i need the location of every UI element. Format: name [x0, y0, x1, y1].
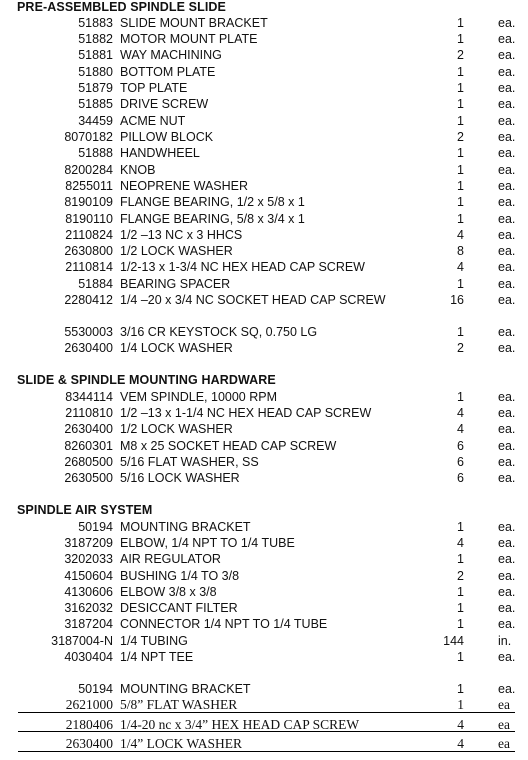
description-cell: BUSHING 1/4 TO 3/8 [120, 569, 240, 583]
quantity-cell: 1 [457, 163, 464, 177]
description-cell: NEOPRENE WASHER [120, 179, 249, 193]
unit-cell: ea. [498, 552, 516, 566]
description-cell: HANDWHEEL [120, 146, 200, 160]
quantity-cell: 144 [443, 634, 464, 648]
table-row [0, 681, 528, 697]
table-row [0, 389, 528, 405]
table-row [0, 584, 528, 600]
table-row [0, 129, 528, 145]
quantity-cell: 1 [457, 81, 464, 95]
part-number-cell: 51882 [78, 32, 113, 46]
table-row [0, 211, 528, 227]
table-row [0, 113, 528, 129]
quantity-cell: 6 [457, 439, 464, 453]
table-row [0, 227, 528, 243]
table-row [0, 551, 528, 567]
quantity-cell: 1 [457, 277, 464, 291]
part-number-cell: 51888 [78, 146, 113, 160]
quantity-cell: 1 [457, 390, 464, 404]
part-number-cell: 51879 [78, 81, 113, 95]
unit-cell: ea. [498, 65, 516, 79]
quantity-cell: 1 [457, 325, 464, 339]
table-row [0, 421, 528, 437]
table-row [0, 194, 528, 210]
unit-cell: ea. [498, 195, 516, 209]
unit-cell: in. [498, 634, 512, 648]
row-divider [18, 712, 515, 713]
part-number-cell: 2180406 [65, 717, 113, 732]
row-divider [18, 731, 515, 732]
description-cell: MOUNTING BRACKET [120, 682, 251, 696]
part-number-cell: 3162032 [64, 601, 113, 615]
table-row [0, 600, 528, 616]
table-row [0, 31, 528, 47]
description-cell: 1/2-13 x 1-3/4 NC HEX HEAD CAP SCREW [120, 260, 365, 274]
part-number-cell: 8200284 [64, 163, 113, 177]
unit-cell: ea. [498, 455, 516, 469]
table-row [0, 47, 528, 63]
table-row [0, 616, 528, 632]
part-number-cell: 2630400 [64, 341, 113, 355]
part-number-cell: 4030404 [64, 650, 113, 664]
quantity-cell: 1 [457, 697, 464, 712]
quantity-cell: 1 [457, 16, 464, 30]
quantity-cell: 1 [457, 32, 464, 46]
table-row [0, 292, 528, 308]
description-cell: SLIDE MOUNT BRACKET [120, 16, 268, 30]
unit-cell: ea. [498, 439, 516, 453]
quantity-cell: 1 [457, 650, 464, 664]
part-number-cell: 2630500 [64, 471, 113, 485]
quantity-cell: 1 [457, 179, 464, 193]
description-cell: FLANGE BEARING, 5/8 x 3/4 x 1 [120, 212, 305, 226]
part-number-cell: 8070182 [64, 130, 113, 144]
part-number-cell: 8260301 [64, 439, 113, 453]
unit-cell: ea. [498, 130, 516, 144]
description-cell: 5/16 FLAT WASHER, SS [120, 455, 259, 469]
part-number-cell: 2630400 [64, 422, 113, 436]
unit-cell: ea. [498, 569, 516, 583]
table-row [0, 454, 528, 470]
unit-cell: ea. [498, 650, 516, 664]
table-row [0, 405, 528, 421]
part-number-cell: 8190109 [64, 195, 113, 209]
quantity-cell: 2 [457, 130, 464, 144]
unit-cell: ea. [498, 32, 516, 46]
unit-cell: ea. [498, 617, 516, 631]
unit-cell: ea. [498, 179, 516, 193]
description-cell: MOUNTING BRACKET [120, 520, 251, 534]
description-cell: TOP PLATE [120, 81, 188, 95]
unit-cell: ea. [498, 422, 516, 436]
table-row [0, 259, 528, 275]
table-row [0, 535, 528, 551]
quantity-cell: 1 [457, 585, 464, 599]
table-row [0, 243, 528, 259]
part-number-cell: 51883 [78, 16, 113, 30]
unit-cell: ea. [498, 536, 516, 550]
quantity-cell: 6 [457, 471, 464, 485]
description-cell: 1/4 NPT TEE [120, 650, 194, 664]
quantity-cell: 8 [457, 244, 464, 258]
description-cell: DESICCANT FILTER [120, 601, 238, 615]
part-number-cell: 51885 [78, 97, 113, 111]
description-cell: VEM SPINDLE, 10000 RPM [120, 390, 278, 404]
quantity-cell: 1 [457, 601, 464, 615]
table-row [0, 340, 528, 356]
part-number-cell: 8255011 [65, 179, 113, 193]
table-row [0, 64, 528, 80]
unit-cell: ea. [498, 682, 516, 696]
description-cell: 3/16 CR KEYSTOCK SQ, 0.750 LG [120, 325, 318, 339]
table-row [0, 162, 528, 178]
quantity-cell: 1 [457, 97, 464, 111]
quantity-cell: 1 [457, 65, 464, 79]
description-cell: 1/2 –13 x 1-1/4 NC HEX HEAD CAP SCREW [120, 406, 372, 420]
description-cell: 1/2 LOCK WASHER [120, 422, 233, 436]
description-cell: M8 x 25 SOCKET HEAD CAP SCREW [120, 439, 337, 453]
part-number-cell: 2280412 [64, 293, 113, 307]
part-number-cell: 2110814 [65, 260, 113, 274]
table-row [0, 80, 528, 96]
section-heading-slide-spindle-mounting-hardware: SLIDE & SPINDLE MOUNTING HARDWARE [17, 373, 276, 387]
unit-cell: ea. [498, 97, 516, 111]
description-cell: 1/4 LOCK WASHER [120, 341, 233, 355]
description-cell: BOTTOM PLATE [120, 65, 216, 79]
quantity-cell: 1 [457, 146, 464, 160]
table-row [0, 15, 528, 31]
quantity-cell: 4 [457, 228, 464, 242]
unit-cell: ea [498, 697, 510, 712]
quantity-cell: 2 [457, 48, 464, 62]
quantity-cell: 2 [457, 341, 464, 355]
unit-cell: ea. [498, 212, 516, 226]
quantity-cell: 4 [457, 536, 464, 550]
part-number-cell: 4150604 [64, 569, 113, 583]
description-cell: 5/8” FLAT WASHER [120, 697, 238, 712]
unit-cell: ea. [498, 341, 516, 355]
quantity-cell: 1 [457, 682, 464, 696]
unit-cell: ea. [498, 601, 516, 615]
quantity-cell: 1 [457, 520, 464, 534]
table-row [0, 697, 528, 713]
unit-cell: ea. [498, 114, 516, 128]
description-cell: WAY MACHINING [120, 48, 222, 62]
unit-cell: ea. [498, 146, 516, 160]
quantity-cell: 1 [457, 114, 464, 128]
unit-cell: ea. [498, 16, 516, 30]
quantity-cell: 1 [457, 552, 464, 566]
part-number-cell: 3187209 [64, 536, 113, 550]
quantity-cell: 4 [457, 717, 464, 732]
part-number-cell: 5530003 [64, 325, 113, 339]
description-cell: ACME NUT [120, 114, 186, 128]
description-cell: AIR REGULATOR [120, 552, 221, 566]
unit-cell: ea. [498, 585, 516, 599]
table-row [0, 470, 528, 486]
part-number-cell: 3187204 [64, 617, 113, 631]
unit-cell: ea. [498, 471, 516, 485]
unit-cell: ea. [498, 390, 516, 404]
part-number-cell: 3187004-N [51, 634, 113, 648]
part-number-cell: 2621000 [65, 697, 113, 712]
table-row [0, 736, 528, 752]
quantity-cell: 16 [450, 293, 464, 307]
quantity-cell: 1 [457, 617, 464, 631]
part-number-cell: 2630400 [65, 736, 113, 751]
unit-cell: ea. [498, 277, 516, 291]
unit-cell: ea. [498, 325, 516, 339]
description-cell: 1/4 TUBING [120, 634, 188, 648]
quantity-cell: 4 [457, 406, 464, 420]
section-heading-spindle-air-system: SPINDLE AIR SYSTEM [17, 503, 153, 517]
description-cell: ELBOW, 1/4 NPT TO 1/4 TUBE [120, 536, 295, 550]
part-number-cell: 51880 [78, 65, 113, 79]
unit-cell: ea. [498, 81, 516, 95]
unit-cell: ea. [498, 48, 516, 62]
description-cell: PILLOW BLOCK [120, 130, 214, 144]
description-cell: MOTOR MOUNT PLATE [120, 32, 258, 46]
quantity-cell: 2 [457, 569, 464, 583]
unit-cell: ea. [498, 228, 516, 242]
table-row [0, 145, 528, 161]
description-cell: 1/4 –20 x 3/4 NC SOCKET HEAD CAP SCREW [120, 293, 386, 307]
table-row [0, 276, 528, 292]
description-cell: ELBOW 3/8 x 3/8 [120, 585, 217, 599]
section-heading-pre-assembled-spindle-slide: PRE-ASSEMBLED SPINDLE SLIDE [17, 0, 226, 14]
table-row [0, 649, 528, 665]
quantity-cell: 4 [457, 422, 464, 436]
description-cell: CONNECTOR 1/4 NPT TO 1/4 TUBE [120, 617, 328, 631]
row-divider [18, 751, 515, 752]
part-number-cell: 8344114 [65, 390, 113, 404]
description-cell: FLANGE BEARING, 1/2 x 5/8 x 1 [120, 195, 305, 209]
part-number-cell: 2630800 [64, 244, 113, 258]
unit-cell: ea [498, 717, 510, 732]
part-number-cell: 50194 [78, 682, 113, 696]
description-cell: BEARING SPACER [120, 277, 231, 291]
table-row [0, 96, 528, 112]
unit-cell: ea. [498, 520, 516, 534]
unit-cell: ea. [498, 406, 516, 420]
table-row [0, 324, 528, 340]
unit-cell: ea. [498, 260, 516, 274]
description-cell: KNOB [120, 163, 156, 177]
description-cell: 1/2 LOCK WASHER [120, 244, 233, 258]
description-cell: 1/2 –13 NC x 3 HHCS [120, 228, 243, 242]
part-number-cell: 8190110 [65, 212, 113, 226]
quantity-cell: 4 [457, 736, 464, 751]
quantity-cell: 6 [457, 455, 464, 469]
quantity-cell: 1 [457, 195, 464, 209]
description-cell: 1/4” LOCK WASHER [120, 736, 243, 751]
quantity-cell: 1 [457, 212, 464, 226]
part-number-cell: 2110824 [65, 228, 113, 242]
part-number-cell: 4130606 [64, 585, 113, 599]
quantity-cell: 4 [457, 260, 464, 274]
table-row [0, 178, 528, 194]
unit-cell: ea [498, 736, 510, 751]
table-row [0, 519, 528, 535]
part-number-cell: 51884 [78, 277, 113, 291]
part-number-cell: 50194 [78, 520, 113, 534]
unit-cell: ea. [498, 293, 516, 307]
unit-cell: ea. [498, 244, 516, 258]
part-number-cell: 34459 [78, 114, 113, 128]
table-row [0, 438, 528, 454]
table-row [0, 568, 528, 584]
part-number-cell: 3202033 [64, 552, 113, 566]
part-number-cell: 51881 [78, 48, 113, 62]
part-number-cell: 2680500 [64, 455, 113, 469]
table-row [0, 633, 528, 649]
part-number-cell: 2110810 [65, 406, 113, 420]
unit-cell: ea. [498, 163, 516, 177]
description-cell: 5/16 LOCK WASHER [120, 471, 240, 485]
description-cell: 1/4-20 nc x 3/4” HEX HEAD CAP SCREW [120, 717, 360, 732]
description-cell: DRIVE SCREW [120, 97, 209, 111]
